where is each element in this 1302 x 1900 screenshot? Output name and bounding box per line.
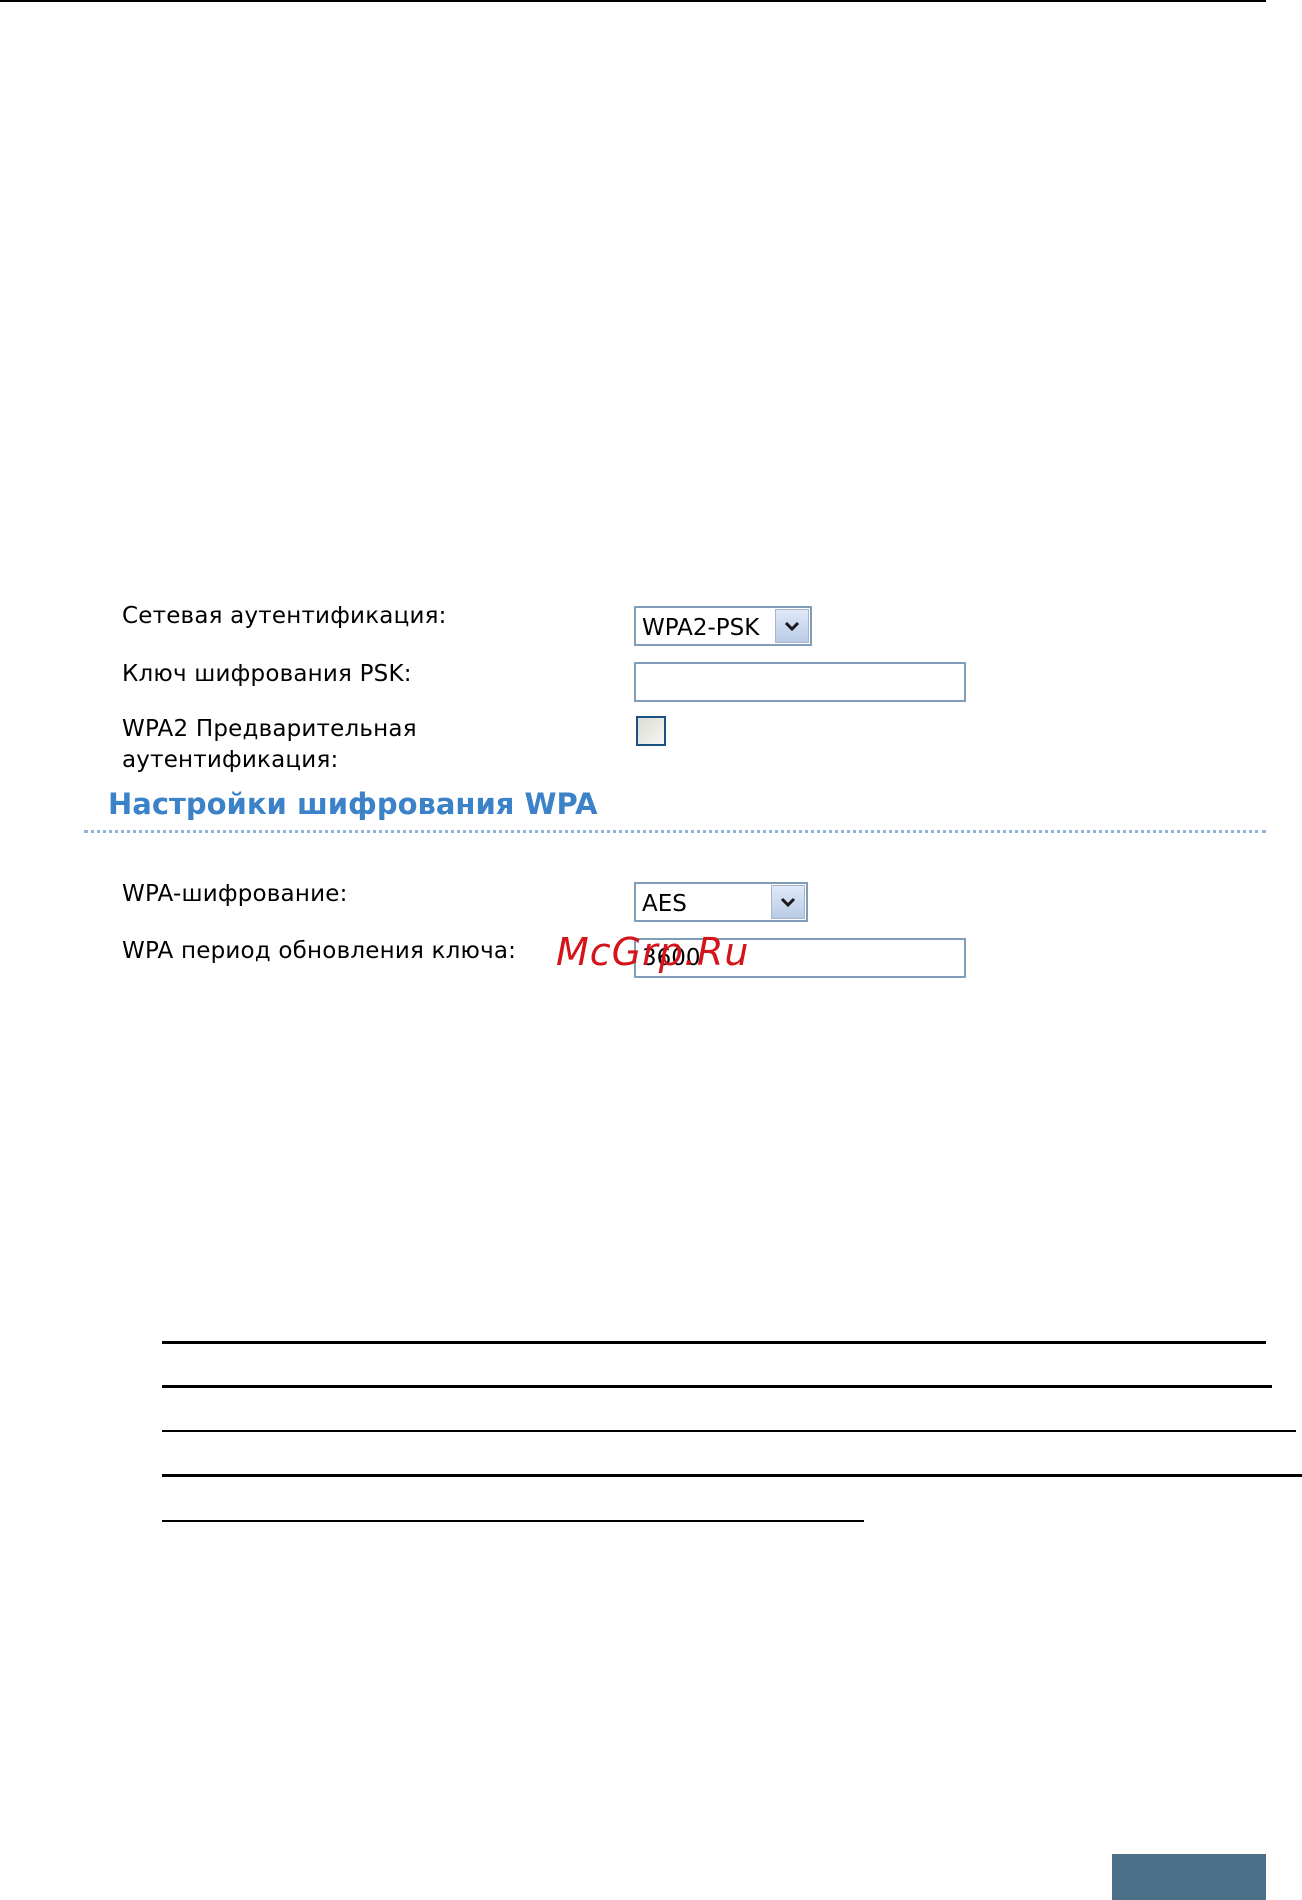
blank-line xyxy=(162,1474,1302,1477)
blank-line xyxy=(162,1385,1272,1388)
chevron-down-icon[interactable] xyxy=(775,609,809,643)
preauth-label-line1: WPA2 Предварительная xyxy=(122,716,417,742)
top-rule xyxy=(0,0,1266,2)
rekey-label: WPA период обновления ключа: xyxy=(122,938,517,964)
watermark-text: McGrp.Ru xyxy=(556,930,750,974)
psk-label: Ключ шифрования PSK: xyxy=(122,661,412,687)
psk-input[interactable] xyxy=(634,662,966,702)
blank-line xyxy=(162,1430,1296,1432)
encryption-select-value: AES xyxy=(642,891,687,917)
auth-select-value: WPA2-PSK xyxy=(642,615,760,641)
preauth-label-line2: аутентификация: xyxy=(122,747,339,773)
section-divider xyxy=(84,830,1266,833)
wpa-section-title: Настройки шифрования WPA xyxy=(108,787,598,821)
chevron-down-icon[interactable] xyxy=(771,885,805,919)
encryption-label: WPA-шифрование: xyxy=(122,881,348,907)
preauth-checkbox[interactable] xyxy=(636,716,666,746)
auth-select[interactable] xyxy=(634,606,812,646)
page-number-tab xyxy=(1112,1854,1266,1900)
encryption-select[interactable] xyxy=(634,882,808,922)
blank-line xyxy=(162,1520,864,1522)
blank-line xyxy=(162,1341,1266,1344)
auth-label: Сетевая аутентификация: xyxy=(122,603,447,629)
